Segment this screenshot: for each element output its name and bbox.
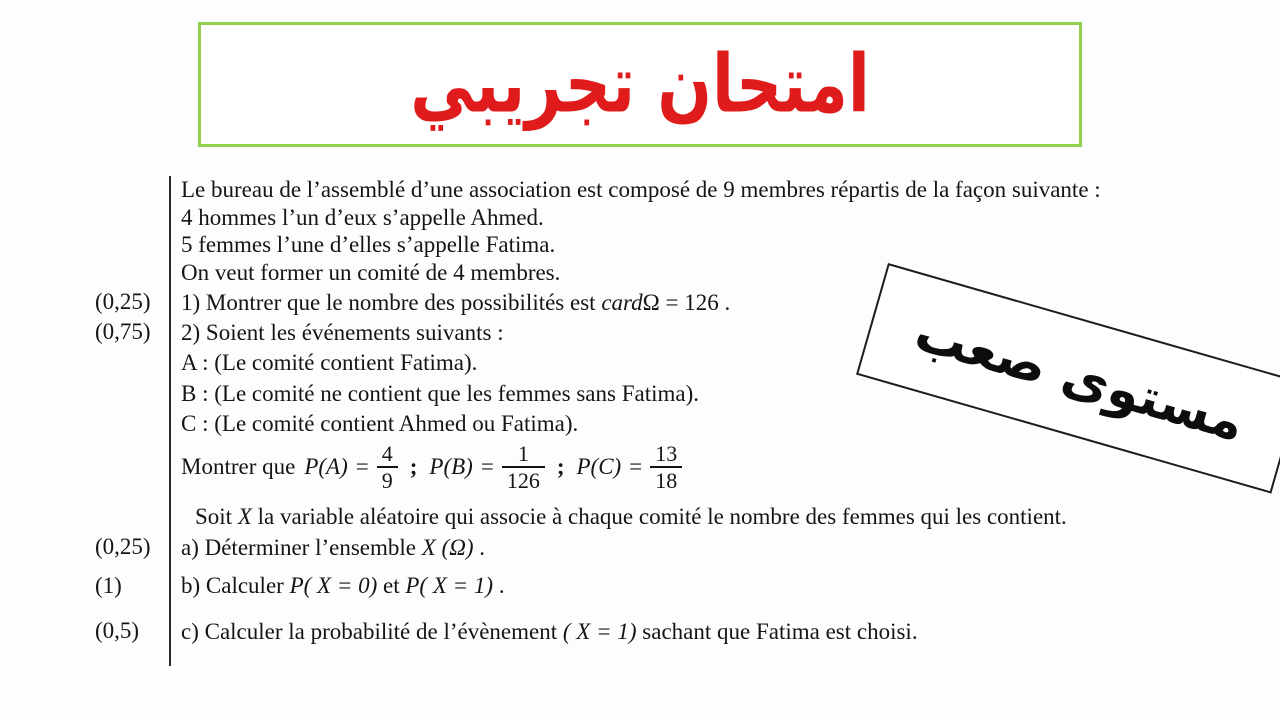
soit-prefix: Soit xyxy=(195,504,238,529)
random-variable-line xyxy=(195,503,1067,531)
question-b-period: . xyxy=(493,573,505,598)
prob-c-denominator: 18 xyxy=(650,466,682,492)
exam-title: امتحان تجريبي xyxy=(410,38,870,131)
exam-title-box xyxy=(198,22,1082,147)
soit-rest: la variable aléatoire qui associe à chaque comité le nombre des femmes qui les contient. xyxy=(251,504,1067,529)
question-b-et: et xyxy=(377,573,406,598)
event-b: B : (Le comité ne contient que les femmes sans Fatima). xyxy=(181,381,699,406)
margin-divider-line xyxy=(169,176,171,666)
difficulty-stamp-label: مستوى صعب xyxy=(908,302,1252,454)
prob-b-fraction xyxy=(502,442,545,492)
probability-prefix: Montrer que xyxy=(181,454,296,480)
event-a: A : (Le comité contient Fatima). xyxy=(181,350,478,375)
prob-c-numerator: 13 xyxy=(655,440,678,466)
prob-b-equals: = xyxy=(480,454,494,480)
question-c-rest: sachant que Fatima est choisi. xyxy=(636,619,918,644)
question-1-text: 1) Montrer que le nombre des possibilités est xyxy=(181,290,602,315)
prob-a-equals: = xyxy=(355,454,369,480)
prob-a-denominator: 9 xyxy=(377,466,398,492)
separator-1: ; xyxy=(409,454,418,480)
question-b xyxy=(181,572,505,600)
prob-c-equals: = xyxy=(629,454,643,480)
question-c-text: c) Calculer la probabilité de l’évènement xyxy=(181,619,563,644)
separator-2: ; xyxy=(556,454,565,480)
difficulty-stamp xyxy=(856,263,1280,494)
x-omega-math: X (Ω) xyxy=(421,535,474,560)
intro-line-4: On veut former un comité de 4 membres. xyxy=(181,260,561,285)
mark-qa: (0,25) xyxy=(95,534,151,559)
question-a-period: . xyxy=(473,535,485,560)
card-omega-value: Ω = 126 xyxy=(642,290,719,315)
question-a xyxy=(181,534,485,562)
question-a-text: a) Déterminer l’ensemble xyxy=(181,535,422,560)
intro-line-3: 5 femmes l’une d’elles s’appelle Fatima. xyxy=(181,232,556,257)
prob-c-fraction xyxy=(650,442,682,492)
question-1-period: . xyxy=(718,290,731,315)
prob-a-group xyxy=(304,442,397,492)
prob-a-fraction xyxy=(377,442,398,492)
mark-q1: (0,25) xyxy=(95,289,151,314)
prob-b-numerator: 1 xyxy=(517,440,529,466)
prob-a-symbol: P(A) xyxy=(304,454,348,480)
prob-b-denominator: 126 xyxy=(502,466,545,492)
p-x1-math: P( X = 1) xyxy=(405,573,494,598)
mark-qc: (0,5) xyxy=(95,618,140,643)
event-c: C : (Le comité contient Ahmed ou Fatima). xyxy=(181,411,579,436)
question-b-text: b) Calculer xyxy=(181,573,290,598)
x-variable-math: X xyxy=(237,504,252,529)
probability-line xyxy=(181,436,682,498)
question-2: 2) Soient les événements suivants : xyxy=(181,320,504,345)
prob-c-symbol: P(C) xyxy=(576,454,622,480)
p-x0-math: P( X = 0) xyxy=(289,573,378,598)
prob-c-group xyxy=(576,442,682,492)
prob-b-symbol: P(B) xyxy=(429,454,473,480)
card-omega-math: card xyxy=(601,290,643,315)
prob-a-numerator: 4 xyxy=(381,440,393,466)
mark-q2: (0,75) xyxy=(95,319,151,344)
intro-line-1: Le bureau de l’assemblé d’une association est composé de 9 membres répartis de la façon suivante : xyxy=(181,177,1101,202)
prob-b-group xyxy=(429,442,544,492)
x-equals-1-math: ( X = 1) xyxy=(562,619,637,644)
question-1 xyxy=(181,289,730,317)
mark-qb: (1) xyxy=(95,573,122,598)
question-c xyxy=(181,618,918,646)
intro-line-2: 4 hommes l’un d’eux s’appelle Ahmed. xyxy=(181,205,544,230)
